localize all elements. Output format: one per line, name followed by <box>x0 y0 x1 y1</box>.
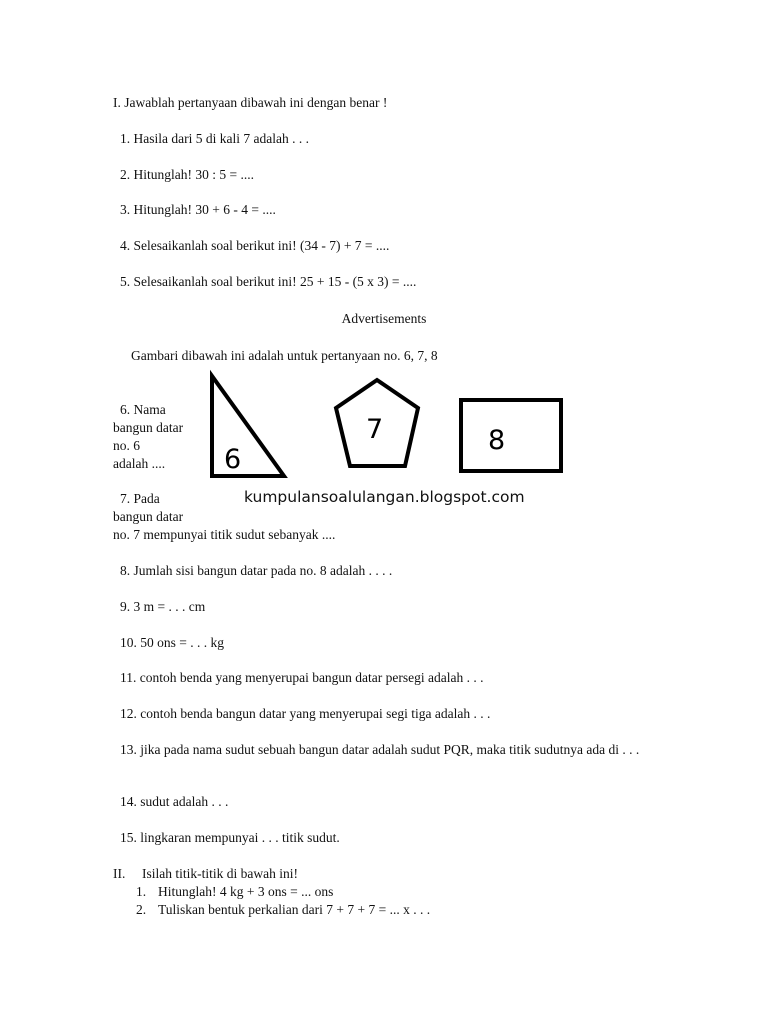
advertisements-label: Advertisements <box>341 311 427 326</box>
section-2-number: II. <box>113 866 126 881</box>
watermark-text: kumpulansoalulangan.blogspot.com <box>244 488 525 506</box>
question-15: 15. lingkaran mempunyai . . . titik sudut. <box>120 830 340 845</box>
section-2-heading: Isilah titik-titik di bawah ini! <box>142 866 298 881</box>
rectangle-shape <box>461 400 561 471</box>
question-7-line: bangun datar <box>113 509 184 524</box>
pentagon-shape <box>336 380 418 466</box>
list-item: Hitunglah! 4 kg + 3 ons = ... ons <box>158 884 334 899</box>
question-6-line: no. 6 <box>113 438 140 453</box>
question-5: 5. Selesaikanlah soal berikut ini! 25 + 15 - (5 x 3) = .... <box>120 274 417 289</box>
list-item-number: 1. <box>136 884 147 899</box>
triangle-label: 6 <box>224 444 242 475</box>
question-13: 13. jika pada nama sudut sebuah bangun datar adalah sudut PQR, maka titik sudutnya ada di . . . <box>120 742 640 757</box>
question-6-line: 6. Nama <box>120 402 166 417</box>
question-14: 14. sudut adalah . . . <box>120 794 229 809</box>
question-9: 9. 3 m = . . . cm <box>120 599 206 614</box>
section-1-heading: I. Jawablah pertanyaan dibawah ini dengan benar ! <box>113 95 388 110</box>
pentagon-label: 7 <box>366 414 384 445</box>
question-7-line: 7. Pada <box>120 491 160 506</box>
triangle-shape <box>212 376 284 476</box>
question-6-line: bangun datar <box>113 420 184 435</box>
question-7-line: no. 7 mempunyai titik sudut sebanyak .... <box>113 527 336 542</box>
question-10: 10. 50 ons = . . . kg <box>120 635 224 650</box>
question-2: 2. Hitunglah! 30 : 5 = .... <box>120 167 254 182</box>
list-item: Tuliskan bentuk perkalian dari 7 + 7 + 7 = ... x . . . <box>158 902 431 917</box>
question-6-line: adalah .... <box>113 456 166 471</box>
question-1: 1. Hasila dari 5 di kali 7 adalah . . . <box>120 131 309 146</box>
question-12: 12. contoh benda bangun datar yang menyerupai segi tiga adalah . . . <box>120 706 491 721</box>
figure-intro: Gambari dibawah ini adalah untuk pertanyaan no. 6, 7, 8 <box>131 348 438 363</box>
question-4: 4. Selesaikanlah soal berikut ini! (34 - 7) + 7 = .... <box>120 238 390 253</box>
question-3: 3. Hitunglah! 30 + 6 - 4 = .... <box>120 202 276 217</box>
question-8: 8. Jumlah sisi bangun datar pada no. 8 adalah . . . . <box>120 563 393 578</box>
list-item-number: 2. <box>136 902 147 917</box>
rectangle-label: 8 <box>488 425 506 456</box>
question-11: 11. contoh benda yang menyerupai bangun datar persegi adalah . . . <box>120 670 484 685</box>
